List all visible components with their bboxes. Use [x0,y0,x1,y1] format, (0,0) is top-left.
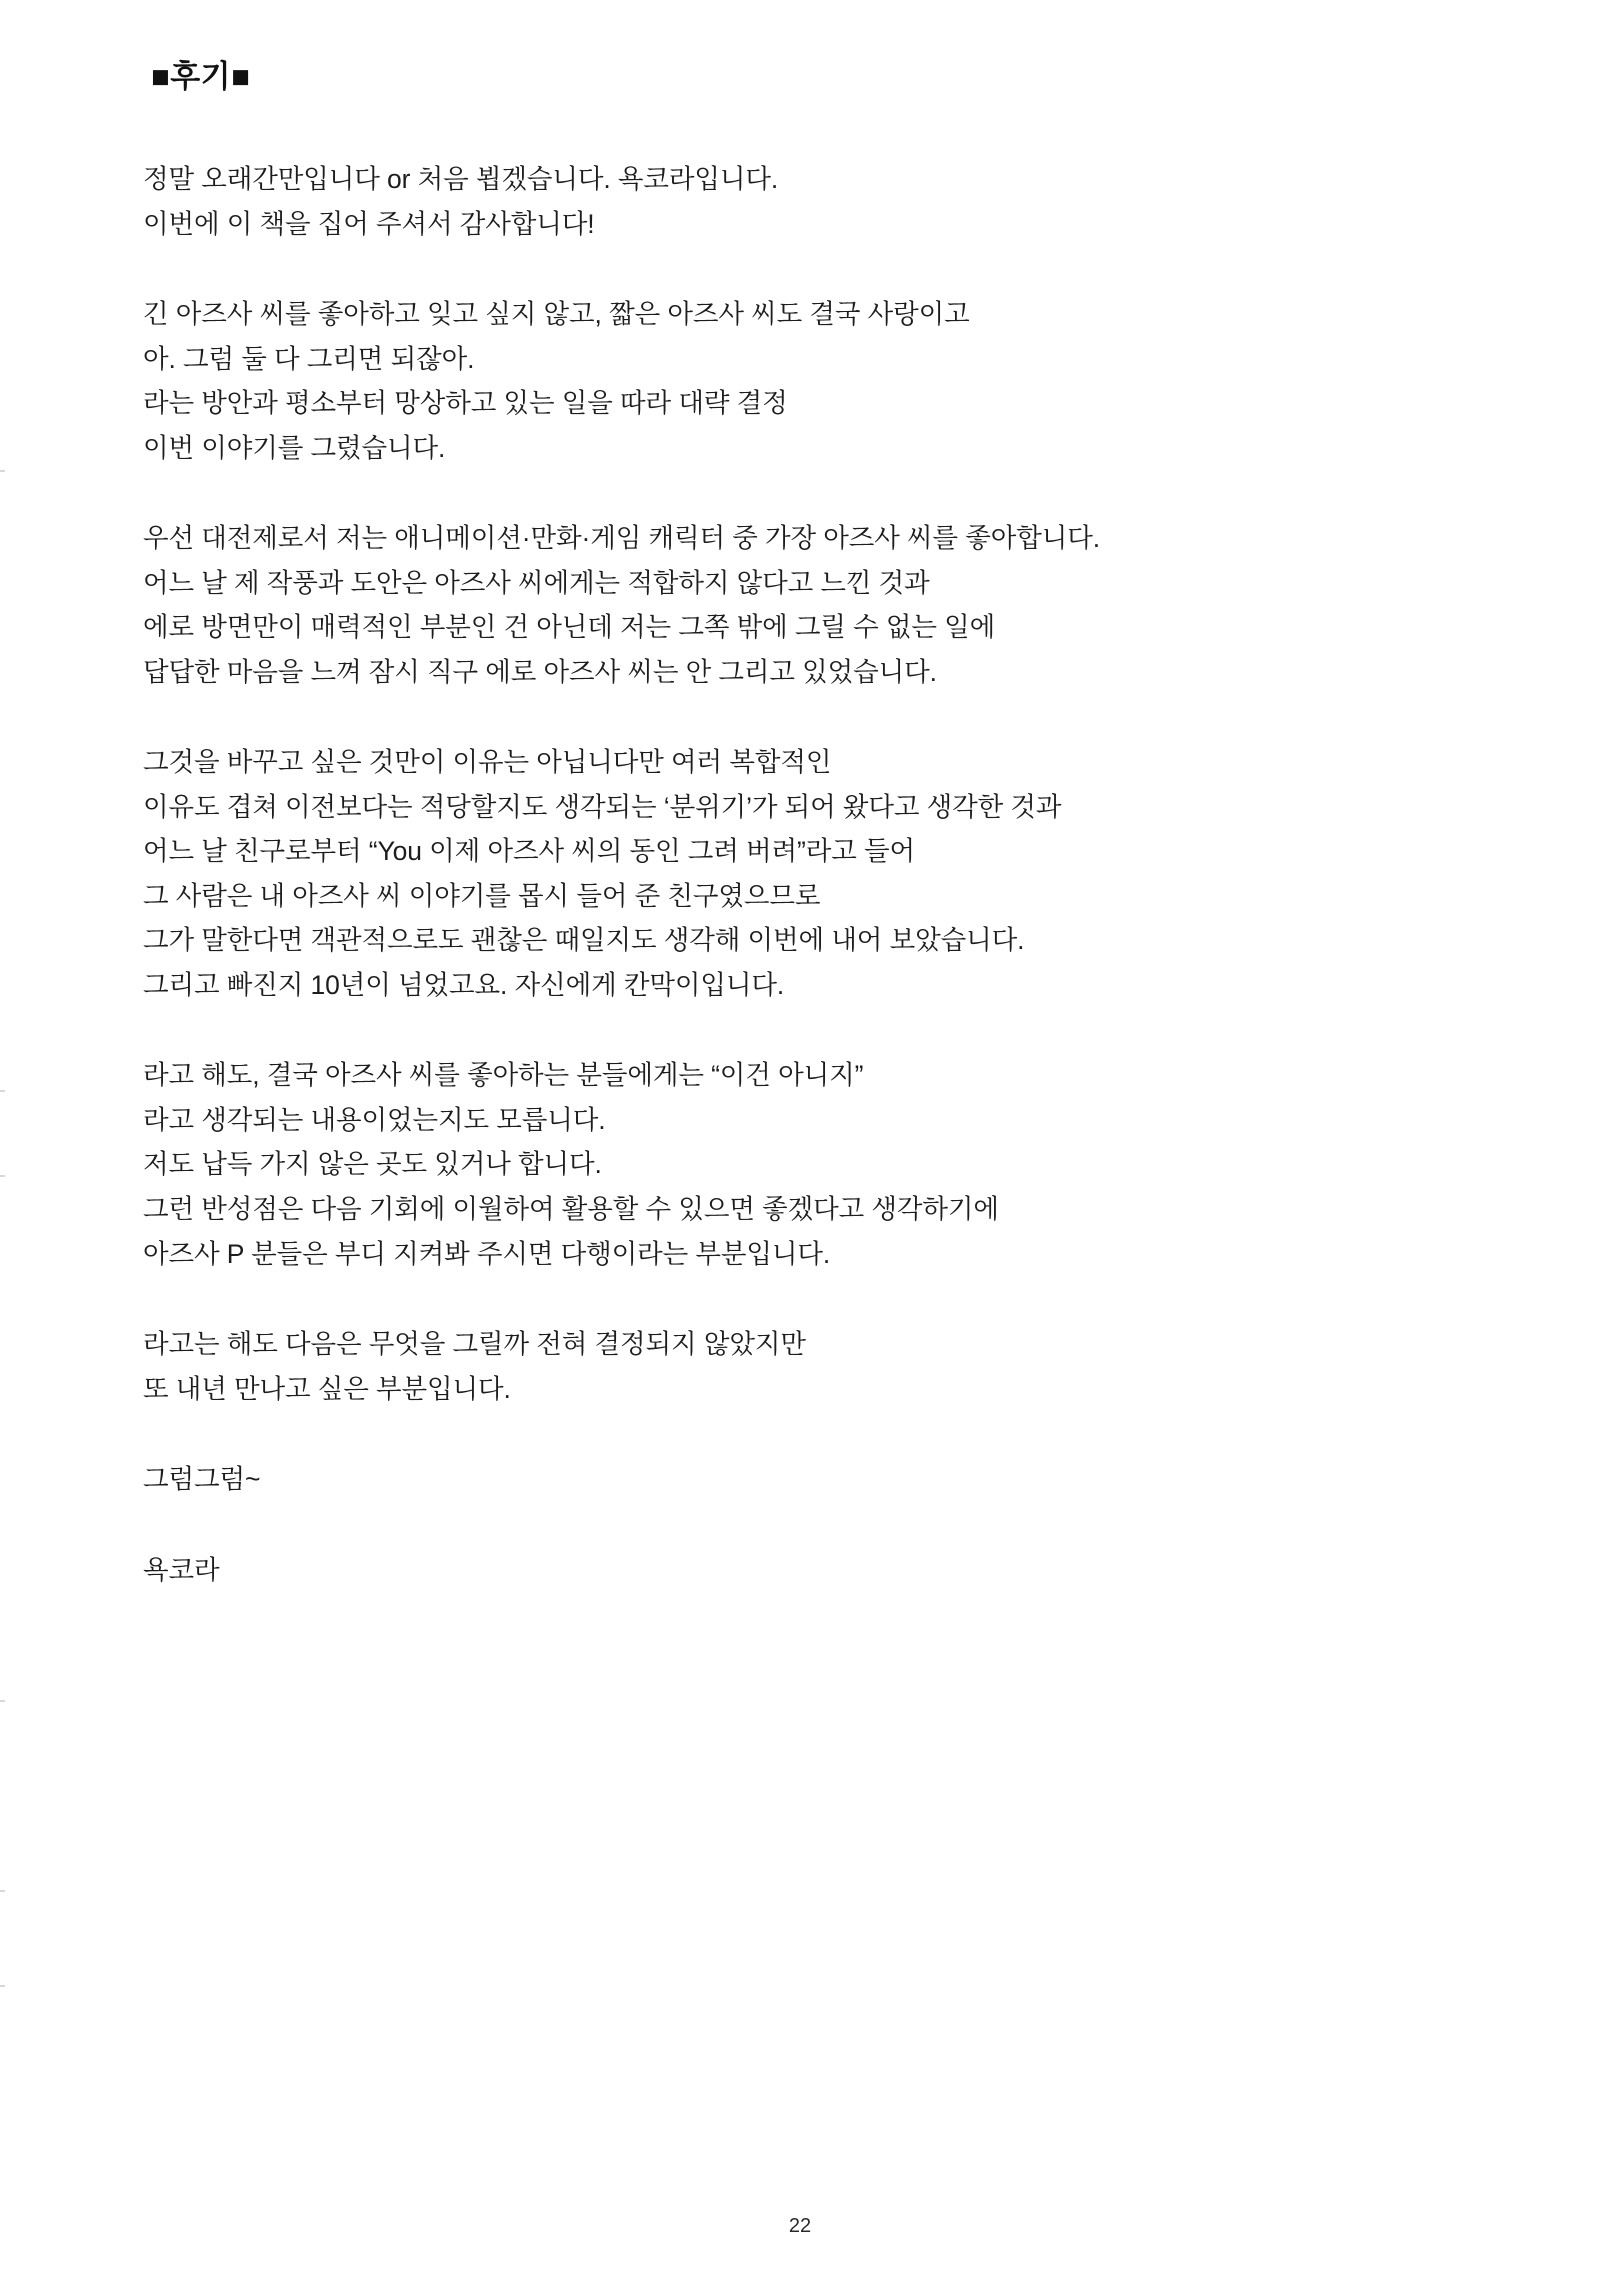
text-line: 그럼그럼~ [143,1464,261,1495]
scan-edge-mark [0,1985,5,1987]
text-line: 라고 생각되는 내용이었는지도 모릅니다. [143,1104,606,1135]
text-line: 정말 오래간만입니다 or 처음 뵙겠습니다. 욕코라입니다. [143,164,779,195]
text-line: 또 내년 만나고 싶은 부분입니다. [143,1373,511,1404]
paragraph-reflection [143,1053,1463,1276]
text-line: 그리고 빠진지 10년이 넘었고요. 자신에게 칸막이입니다. [143,969,785,1000]
text-line: 어느 날 친구로부터 “You 이제 아즈사 씨의 동인 그려 버려”라고 들어 [143,836,915,867]
text-line: 라고 해도, 결국 아즈사 씨를 좋아하는 분들에게는 “이건 아니지” [143,1060,864,1091]
scan-edge-mark [0,1090,5,1092]
text-line: 이번에 이 책을 집어 주셔서 감사합니다! [143,208,595,239]
page-number: 22 [788,2215,812,2237]
text-line: 아즈사 P 분들은 부디 지켜봐 주시면 다행이라는 부분입니다. [143,1238,831,1269]
paragraph-premise [143,516,1463,694]
text-line: 저도 납득 가지 않은 곳도 있거나 합니다. [143,1149,602,1180]
text-line: 에로 방면만이 매력적인 부분인 건 아닌데 저는 그쪽 밖에 그릴 수 없는 일에 [143,612,996,643]
scan-edge-mark [0,470,5,472]
text-line: 아. 그럼 둘 다 그리면 되잖아. [143,343,475,374]
paragraph-reasons [143,740,1463,1007]
text-line: 욕코라 [143,1554,220,1585]
text-line: 답답한 마음을 느껴 잠시 직구 에로 아즈사 씨는 안 그리고 있었습니다. [143,656,937,687]
text-line: 라는 방안과 평소부터 망상하고 있는 일을 따라 대략 결정 [143,388,788,419]
scan-edge-mark [0,1175,5,1177]
text-line: 우선 대전제로서 저는 애니메이션·만화·게임 캐릭터 중 가장 아즈사 씨를 좋아합니다. [143,523,1101,554]
text-line: 그가 말한다면 객관적으로도 괜찮은 때일지도 생각해 이번에 내어 보았습니다. [143,925,1025,956]
text-line: 긴 아즈사 씨를 좋아하고 잊고 싶지 않고, 짧은 아즈사 씨도 결국 사랑이고 [143,299,970,330]
paragraph-concept [143,292,1463,470]
text-line: 어느 날 제 작풍과 도안은 아즈사 씨에게는 적합하지 않다고 느낀 것과 [143,567,930,598]
paragraph-signoff [143,1457,1463,1502]
text-line: 그것을 바꾸고 싶은 것만이 이유는 아닙니다만 여러 복합적인 [143,747,832,778]
text-line: 라고는 해도 다음은 무엇을 그릴까 전혀 결정되지 않았지만 [143,1329,806,1360]
text-line: 그런 반성점은 다음 기회에 이월하여 활용할 수 있으면 좋겠다고 생각하기에 [143,1193,999,1224]
paragraph-intro [143,157,1463,246]
scan-edge-mark [0,1700,5,1702]
text-line: 이번 이야기를 그렸습니다. [143,432,446,463]
scan-edge-mark [0,1890,5,1892]
paragraph-author [143,1548,1463,1593]
text-line: 그 사람은 내 아즈사 씨 이야기를 몹시 들어 준 친구였으므로 [143,880,821,911]
paragraph-future [143,1322,1463,1411]
page-title: ■후기■ [151,59,251,94]
afterword-body [143,58,1463,1592]
text-line: 이유도 겹쳐 이전보다는 적당할지도 생각되는 ‘분위기’가 되어 왔다고 생각한 것과 [143,791,1062,822]
